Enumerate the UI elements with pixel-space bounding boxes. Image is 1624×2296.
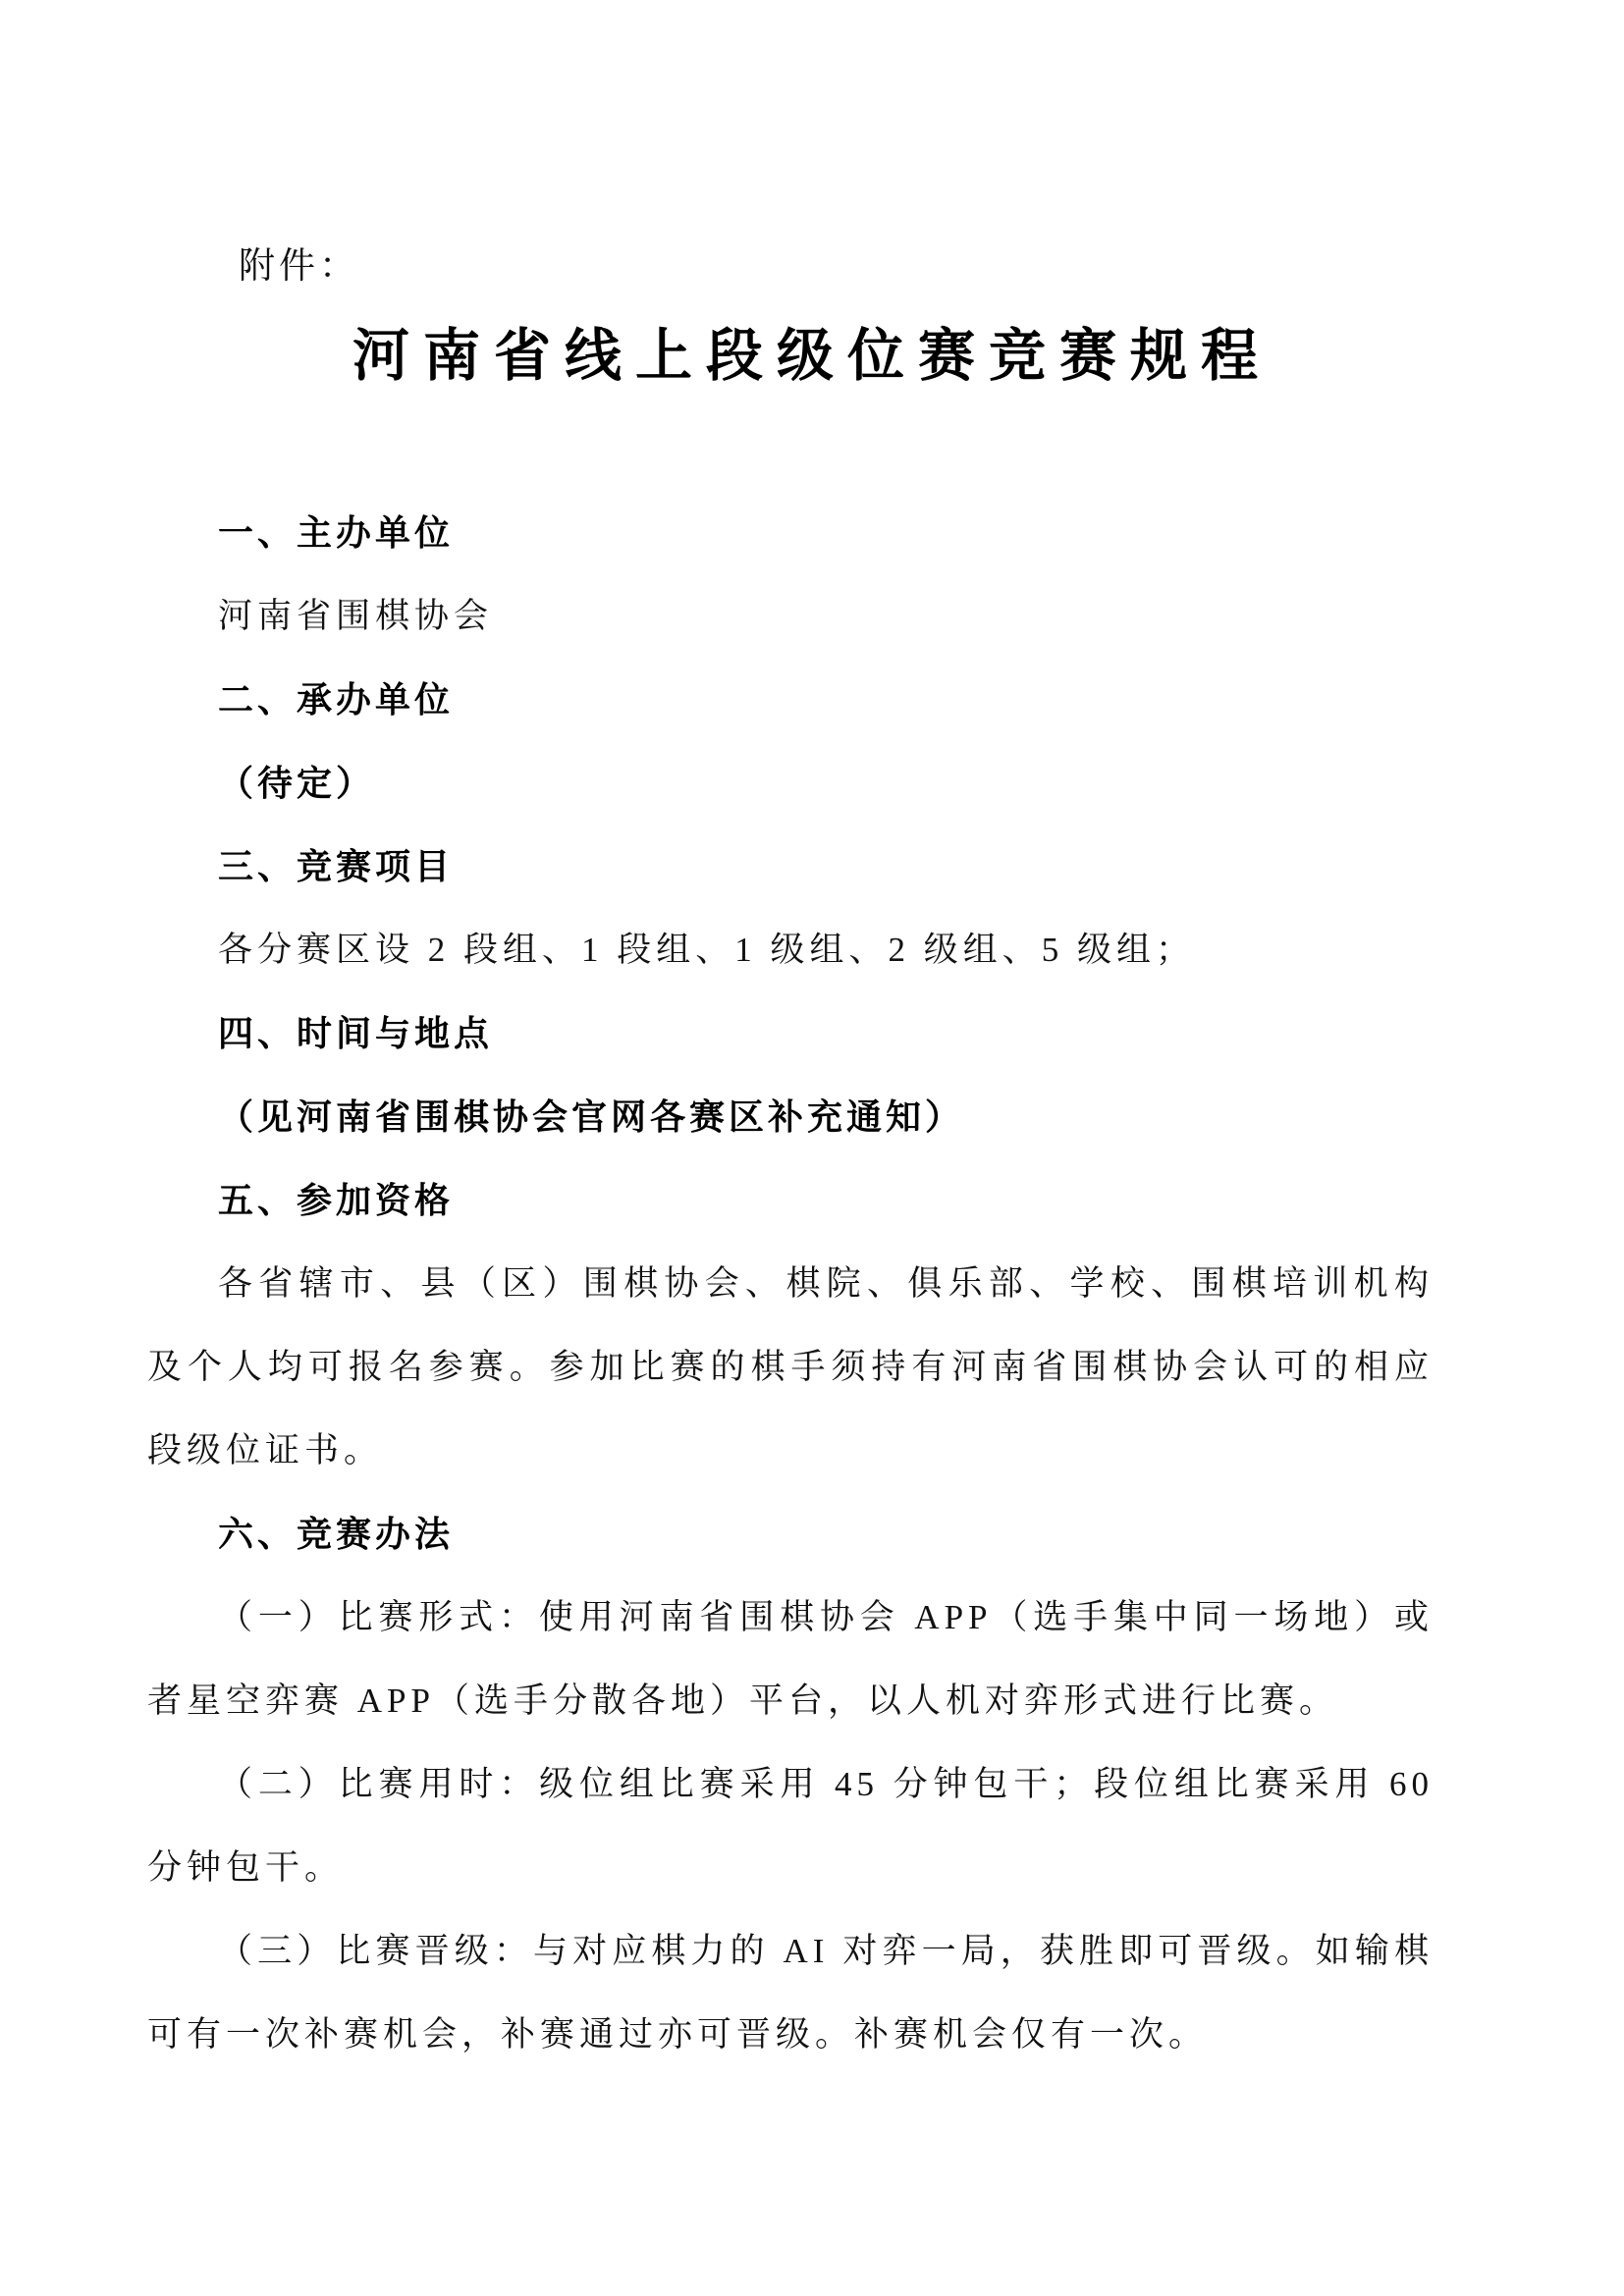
attachment-label: 附件：	[239, 246, 359, 287]
section-heading-eligibility: 五、参加资格	[218, 1180, 455, 1220]
document-title: 河南省线上段级位赛竞赛规程	[352, 324, 1272, 388]
organizer-name: 河南省围棋协会	[218, 597, 494, 635]
section-heading-organizer: 一、主办单位	[218, 512, 455, 553]
document-body	[147, 491, 1434, 2076]
method-item-time-control: （二）比赛用时：级位组比赛采用 45 分钟包干；段位组比赛采用 60 分钟包干。	[147, 1765, 1434, 1887]
section-heading-methods: 六、竞赛办法	[218, 1514, 455, 1554]
method-item-format: （一）比赛形式：使用河南省围棋协会 APP（选手集中同一场地）或者星空弈赛 APP（选手分散各地）平台，以人机对弈形式进行比赛。	[147, 1598, 1434, 1720]
method-item-promotion: （三）比赛晋级：与对应棋力的 AI 对弈一局，获胜即可晋级。如输棋可有一次补赛机会，补赛通过亦可晋级。补赛机会仅有一次。	[147, 1932, 1434, 2054]
time-place-note: （见河南省围棋协会官网各赛区补充通知）	[218, 1096, 965, 1137]
events-detail: 各分赛区设 2 段组、1 段组、1 级组、2 级组、5 级组；	[218, 931, 1196, 969]
section-heading-undertaker: 二、承办单位	[218, 679, 455, 720]
section-heading-time-place: 四、时间与地点	[218, 1013, 494, 1053]
section-heading-events: 三、竞赛项目	[218, 846, 455, 886]
undertaker-tbd: （待定）	[218, 763, 376, 803]
eligibility-paragraph: 各省辖市、县（区）围棋协会、棋院、俱乐部、学校、围棋培训机构及个人均可报名参赛。参加比赛的棋手须持有河南省围棋协会认可的相应段级位证书。	[147, 1264, 1434, 1469]
